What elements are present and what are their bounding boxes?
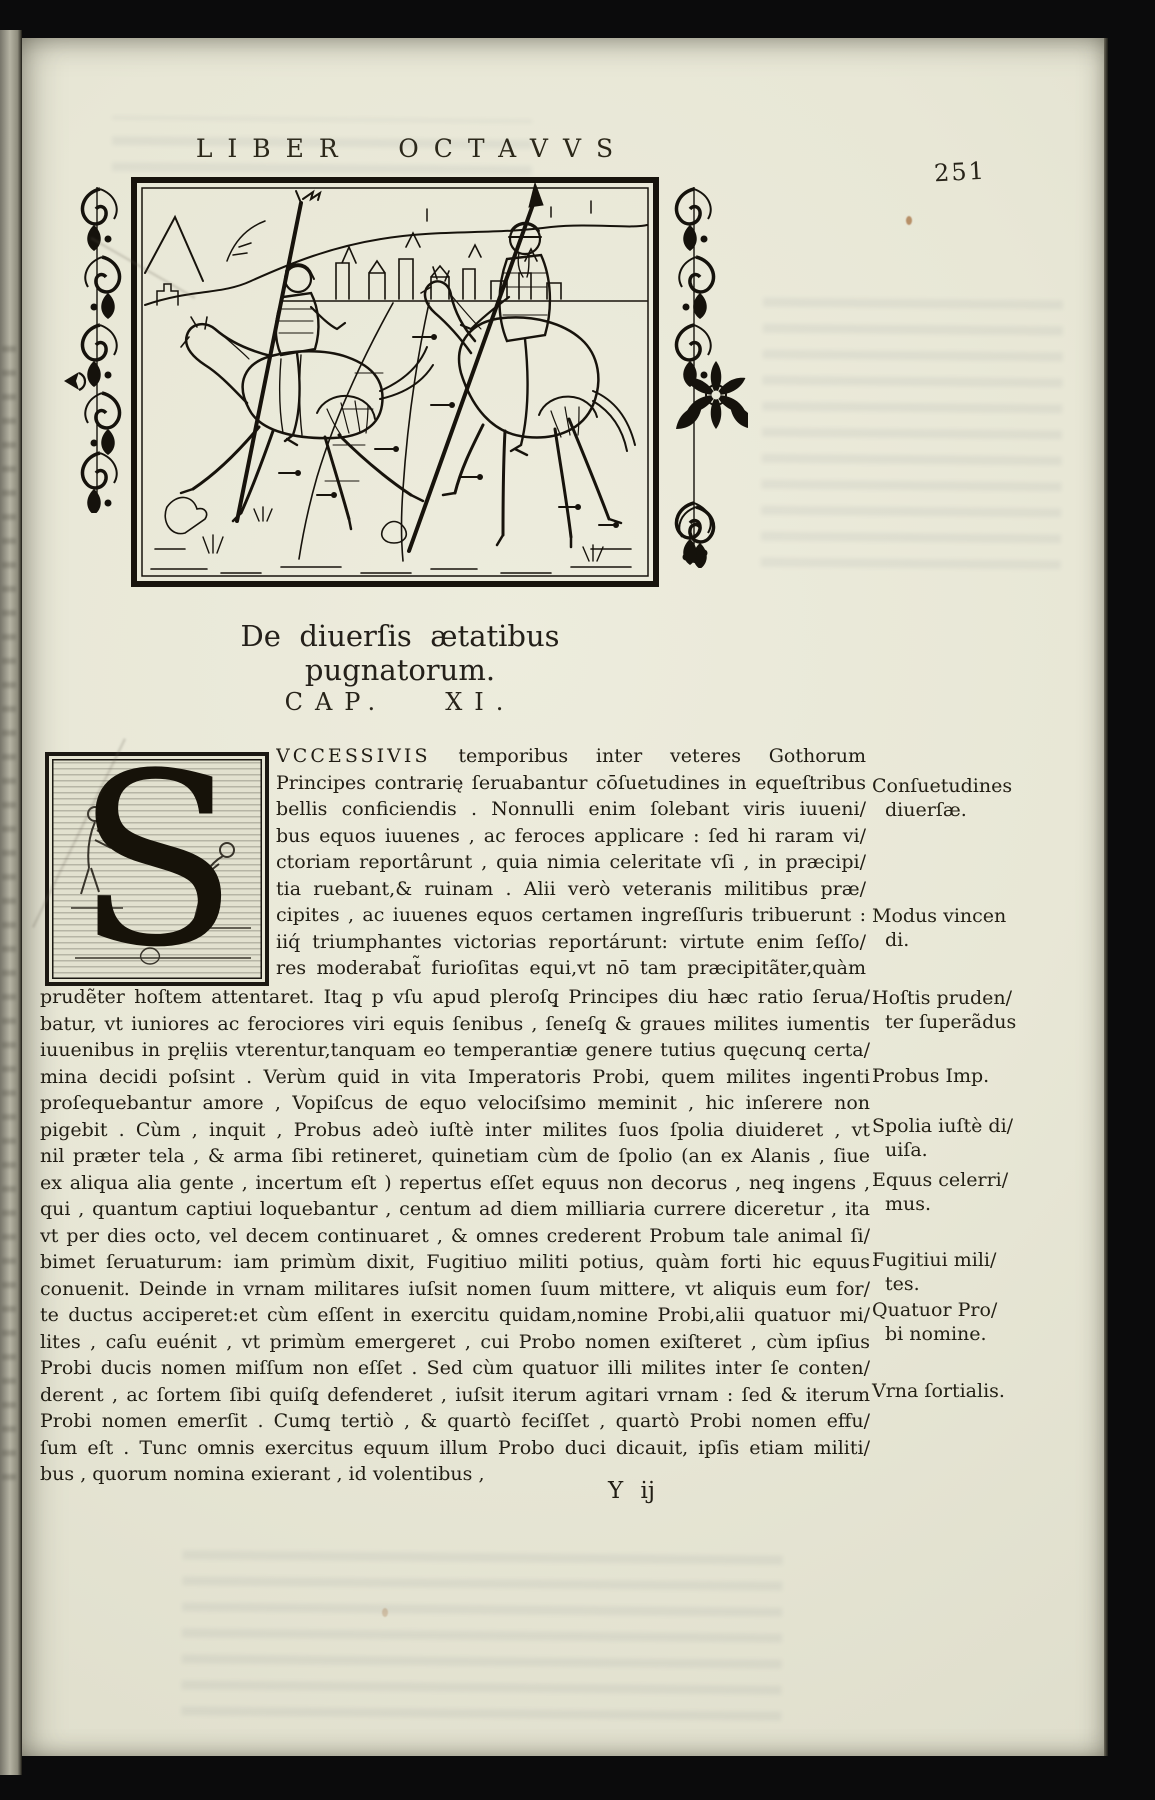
margin-note-line: Spolia iuſtè di/ [872, 1115, 1014, 1137]
ornament-border-right [664, 183, 748, 568]
chapter-heading: CAP. XI. [284, 688, 516, 716]
margin-note-line: Hoſtis pruden/ [872, 987, 1013, 1009]
body-line: Probi ducis nomen miſſum non eſſet . Sed cùm quatuor illi milites inter ſe conten/ [40, 1357, 870, 1379]
body-line: cipites , ac iuuenes equos certamen ingreſſuris tribuerunt : [276, 904, 866, 926]
book-page [22, 38, 1104, 1756]
margin-note-line: Conſuetudines [872, 775, 1013, 797]
floral-scroll-left [60, 183, 132, 513]
adjacent-page-text-ghost [2, 330, 16, 1480]
page-edge-shadow [1104, 38, 1108, 1756]
verso-showthrough [181, 1535, 783, 1720]
drop-cap-woodcut [45, 723, 269, 1000]
chapter-title: De diuerſis ætatibus pugnatorum. [240, 619, 560, 687]
body-line: conuenit. Deinde in vrnam militares iuſsit nomen ſuum mittere, vt aliquis eum for/ [40, 1277, 870, 1300]
drop-cap-letter: S [75, 723, 239, 1000]
margin-note-line: Modus vincen [872, 905, 1007, 927]
body-line: derent , ac ſortem ſibi quiſq̧ defenderet , iuſsit iterum agitari vrnam : ſed & iterum [40, 1383, 870, 1406]
adjacent-page-edge [0, 30, 22, 1775]
body-line: lites , caſu euénit , vt primùm emergeret , cui Probo nomen exiſteret , cùm ipſius [40, 1330, 870, 1353]
two-knights-woodcut [131, 177, 659, 587]
running-header: LIBER OCTAVVS [195, 134, 629, 163]
body-line: bus equos iuuenes , ac feroces applicare : ſed hi raram vi/ [276, 824, 866, 847]
verso-showthrough [761, 287, 1063, 570]
floral-scroll-right [664, 183, 748, 568]
margin-note [872, 775, 1052, 822]
margin-note-line: mus. [885, 1192, 932, 1215]
margin-note-line: Fugitiui mili/ [872, 1249, 997, 1271]
margin-note-line: ter ſuperãdus [885, 1010, 1017, 1033]
body-line: ex aliqua alia gente , incertum eſt ) repertus eſſet equus non decorus , neq̧ ingens , [40, 1171, 870, 1194]
signature-mark: Y ij [608, 1478, 655, 1504]
margin-note-line: Quatuor Pro/ [872, 1299, 998, 1321]
body-line: nil præter tela , & arma ſibi retineret, quinetiam cùm de ſpolio (an ex Alanis , ſiue [40, 1145, 870, 1167]
margin-note-line: diuerſæ. [885, 798, 967, 821]
opening-capitals: VCCESSIVIS [276, 745, 431, 767]
body-line: pigebit . Cùm , inquit , Probus adeò iuſtè inter milites ſuos ſpolia diuideret , vt [40, 1118, 870, 1141]
margin-note [872, 987, 1052, 1034]
paper-speck [906, 216, 912, 225]
body-line: bus , quorum nomina exierant , id volentibus , [40, 1463, 485, 1485]
margin-note [872, 905, 1052, 952]
margin-note-line: tes. [885, 1272, 920, 1295]
ornament-border-left [60, 183, 132, 513]
body-line: te ductus acciperet:et cùm eſſent in exercitu quidam,nomine Probi,alii quatuor mi/ [40, 1304, 870, 1326]
body-line: res moderabat̃ furioſitas equi,vt nō tam præcipitãter,quàm [276, 957, 866, 979]
margin-note [872, 1115, 1052, 1162]
margin-note-line: uiſa. [885, 1138, 928, 1161]
body-line: bimet ſeruaturum: iam primùm dixit, Fugitiuo militi potius, quàm forti hic equus [40, 1251, 870, 1273]
margin-note [872, 1169, 1052, 1216]
body-line: iiq́ triumphantes victorias reportárunt: virtute enim ſeſſo/ [276, 930, 866, 953]
body-line: vt per dies octo, vel decem continuaret , & omnes crederent Probum tale animal ſi/ [40, 1224, 870, 1247]
body-line: iuuenibus in pręliis vterentur,tanquam eo temperantiæ genere tutius quęcunq̧ certa/ [40, 1039, 870, 1061]
margin-note-line: Vrna ſortialis. [872, 1380, 1005, 1402]
body-line: ctoriam reportârunt , quia nimia celeritate vſi , in præcipi/ [276, 851, 866, 873]
body-line: Principes contrarię ſeruabantur cōſuetudines in equeſtribus [276, 771, 866, 794]
margin-note [872, 1249, 1052, 1296]
body-line [276, 743, 866, 770]
body-line: ſum eſt . Tunc omnis exercitus equum illum Probo duci dicauit, ipſis etiam militi/ [40, 1436, 870, 1459]
margin-note [872, 1380, 1052, 1404]
body-line-text: temporibus inter veteres Gothorum [458, 745, 866, 767]
margin-note-line: Probus Imp. [872, 1065, 990, 1087]
verso-showthrough [112, 116, 532, 175]
margin-note [872, 1299, 1052, 1346]
margin-note-line: Equus celerri/ [872, 1169, 1009, 1191]
body-line: tia ruebant,& ruinam . Alii verò veteranis militibus præ/ [276, 877, 866, 900]
body-line: bellis conficiendis . Nonnulli enim ſolebant viris iuueni/ [276, 798, 866, 820]
body-line: Probi nomen emerſit . Cumq̧ tertiò , & quartò feciſſet , quartò Probi nomen effu/ [40, 1410, 870, 1432]
woodcut-illustration [131, 177, 659, 587]
body-text-lower [40, 984, 870, 1488]
body-line: qui , quantum captiui loquebantur , centum ad diem milliaria currere diceretur , ita [40, 1198, 870, 1220]
body-line: mina decidi poſsint . Verùm quid in vita Imperatoris Probi, quem milites ingenti [40, 1065, 870, 1088]
margin-note [872, 1065, 1052, 1089]
body-text-upper [276, 743, 866, 982]
body-line: prudẽter hoſtem attentaret. Itaq̧ p vſu apud pleroſq̧ Principes diu hæc ratio ſerua/ [40, 986, 870, 1008]
body-line: proſequebantur amore , Vopiſcus de equo velociſsimo meminit , hic inſerere non [40, 1092, 870, 1114]
margin-note-line: di. [885, 928, 910, 951]
margin-note-line: bi nomine. [885, 1322, 987, 1345]
body-line: batur, vt iuniores ac ferociores viri equis ſenibus , ſeneſq̧ & graues milites iumentis [40, 1012, 870, 1035]
paper-speck [382, 1608, 388, 1617]
page-number: 251 [933, 156, 987, 188]
